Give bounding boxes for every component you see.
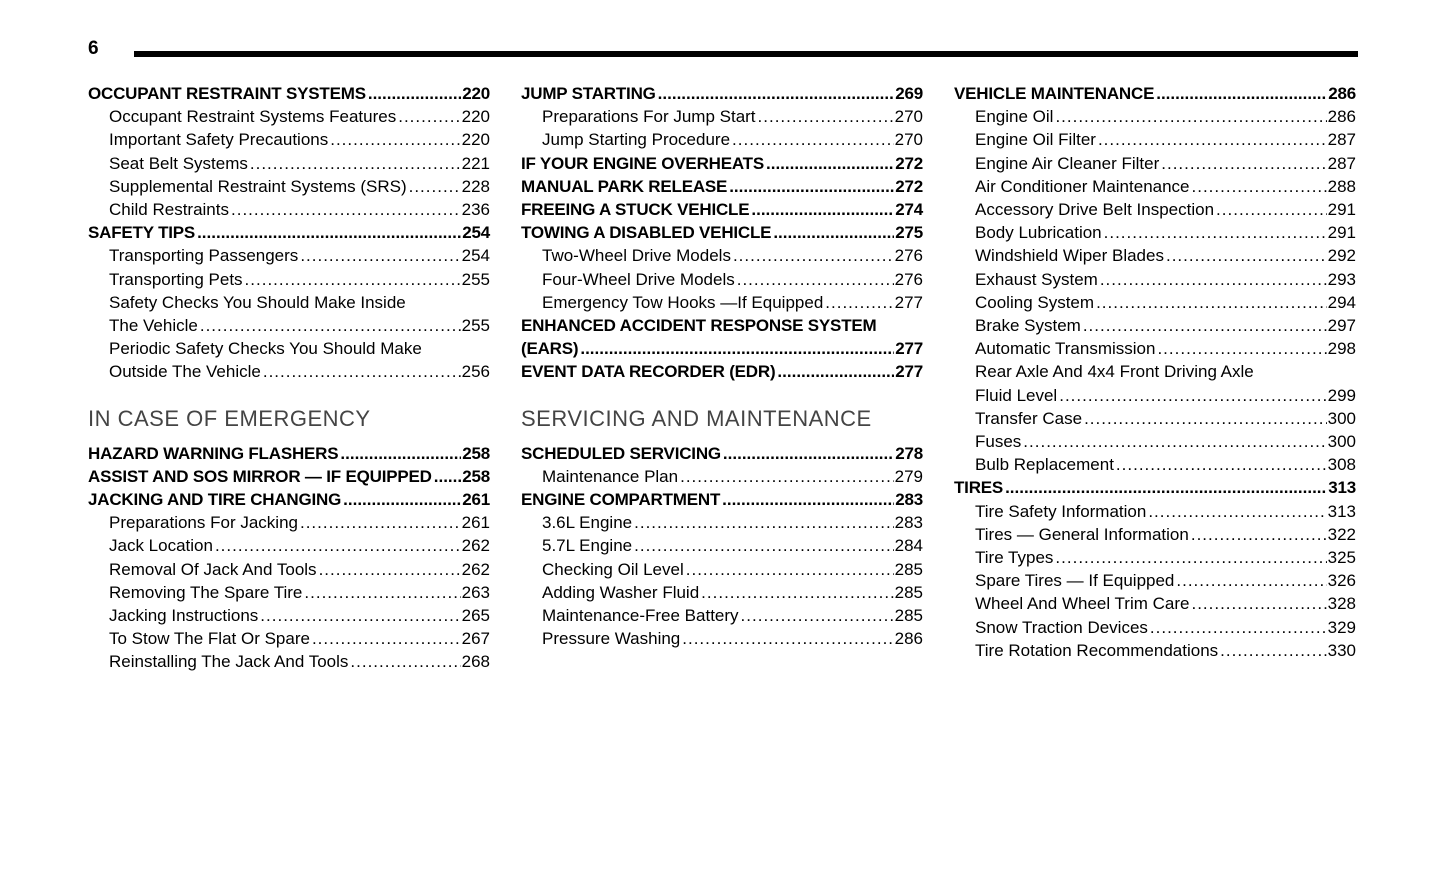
toc-sub-entry[interactable] bbox=[954, 198, 1356, 221]
toc-entry-title: OCCUPANT RESTRAINT SYSTEMS bbox=[88, 84, 366, 103]
dot-leader bbox=[1161, 152, 1326, 175]
dot-leader bbox=[732, 128, 894, 151]
toc-page-number: 284 bbox=[894, 536, 923, 556]
toc-sub-entry[interactable] bbox=[88, 604, 490, 627]
toc-page-number: 228 bbox=[461, 176, 490, 196]
dot-leader bbox=[741, 604, 894, 627]
toc-entry-title: JACKING AND TIRE CHANGING bbox=[88, 490, 342, 510]
toc-sub-entry[interactable] bbox=[954, 592, 1356, 615]
toc-entry-title: Preparations For Jump Start bbox=[542, 107, 756, 127]
dot-leader bbox=[1005, 476, 1327, 499]
dot-leader bbox=[312, 627, 461, 650]
dot-leader bbox=[680, 465, 894, 488]
toc-sub-entry[interactable] bbox=[954, 616, 1356, 639]
toc-entry-title: Jump Starting Procedure bbox=[542, 130, 731, 150]
toc-entry-title: Preparations For Jacking bbox=[109, 513, 298, 533]
toc-entry-title: ASSIST AND SOS MIRROR — IF EQUIPPED bbox=[88, 466, 432, 486]
toc-page-number: 300 bbox=[1327, 408, 1356, 428]
header-rule bbox=[134, 51, 1358, 57]
toc-page-number: 294 bbox=[1327, 292, 1356, 312]
toc-column-3 bbox=[954, 82, 1356, 662]
toc-entry-title: Jacking Instructions bbox=[109, 606, 259, 626]
dot-leader bbox=[1023, 430, 1326, 453]
toc-sub-entry[interactable] bbox=[88, 581, 490, 604]
toc-entry-title: Maintenance-Free Battery bbox=[542, 606, 739, 626]
dot-leader bbox=[330, 128, 460, 151]
dot-leader bbox=[1059, 384, 1326, 407]
dot-leader bbox=[1100, 268, 1327, 291]
toc-entry-title: Wheel And Wheel Trim Care bbox=[975, 594, 1190, 614]
toc-page-number: 268 bbox=[461, 652, 490, 672]
toc-sub-entry[interactable] bbox=[521, 558, 923, 581]
toc-sub-entry[interactable] bbox=[954, 291, 1356, 314]
dot-leader bbox=[398, 105, 460, 128]
toc-sub-entry[interactable] bbox=[954, 569, 1356, 592]
toc-sub-entry[interactable] bbox=[88, 198, 490, 221]
toc-entry-title: Supplemental Restraint Systems (SRS) bbox=[109, 176, 407, 196]
dot-leader bbox=[1096, 291, 1327, 314]
dot-leader bbox=[1166, 244, 1327, 267]
toc-entry-title: ENGINE COMPARTMENT bbox=[521, 490, 721, 510]
toc-entry-title: JUMP STARTING bbox=[521, 84, 656, 103]
toc-entry-title: Pressure Washing bbox=[542, 629, 681, 649]
dot-leader bbox=[1084, 407, 1327, 430]
toc-entry-title: Body Lubrication bbox=[975, 223, 1102, 243]
toc-main-entry[interactable] bbox=[521, 221, 923, 244]
dot-leader bbox=[304, 581, 460, 604]
toc-sub-entry[interactable] bbox=[521, 534, 923, 557]
toc-page-number: 270 bbox=[894, 130, 923, 150]
toc-page-number: 254 bbox=[462, 223, 490, 243]
dot-leader bbox=[1083, 314, 1327, 337]
dot-leader bbox=[1157, 337, 1326, 360]
toc-entry-title: Tire Types bbox=[975, 548, 1054, 568]
dot-leader bbox=[766, 152, 894, 175]
toc-main-entry[interactable] bbox=[954, 82, 1356, 105]
dot-leader bbox=[1055, 546, 1326, 569]
toc-entry-title: Jack Location bbox=[109, 536, 213, 556]
toc-entry-title: MANUAL PARK RELEASE bbox=[521, 176, 728, 196]
toc-page-number: 287 bbox=[1327, 130, 1356, 150]
toc-page-number: 286 bbox=[1327, 107, 1356, 127]
dot-leader bbox=[729, 175, 894, 198]
toc-sub-entry[interactable] bbox=[521, 105, 923, 128]
toc-page-number: 328 bbox=[1327, 594, 1356, 614]
toc-entry-title: VEHICLE MAINTENANCE bbox=[954, 84, 1155, 103]
dot-leader bbox=[263, 360, 461, 383]
toc-page-number: 313 bbox=[1327, 501, 1356, 521]
toc-page-number: 276 bbox=[894, 246, 923, 266]
toc-main-entry[interactable] bbox=[521, 360, 923, 383]
toc-entry-title: Accessory Drive Belt Inspection bbox=[975, 200, 1215, 220]
toc-page-number: 291 bbox=[1327, 200, 1356, 220]
toc-page-number: 258 bbox=[462, 443, 490, 463]
toc-page-number: 220 bbox=[462, 84, 490, 103]
toc-page-number: 262 bbox=[461, 559, 490, 579]
toc-page-number: 221 bbox=[461, 153, 490, 173]
dot-leader bbox=[1191, 523, 1327, 546]
toc-entry-title: Engine Air Cleaner Filter bbox=[975, 153, 1160, 173]
toc-page-number: 278 bbox=[895, 443, 923, 463]
toc-entry-title: 3.6L Engine bbox=[542, 513, 633, 533]
dot-leader bbox=[215, 534, 461, 557]
section-heading: IN CASE OF EMERGENCY bbox=[88, 405, 371, 431]
toc-entry-title: Engine Oil bbox=[975, 107, 1054, 127]
dot-leader bbox=[260, 604, 460, 627]
toc-main-entry[interactable] bbox=[521, 488, 923, 511]
dot-leader bbox=[1156, 82, 1327, 105]
toc-page-number: 276 bbox=[894, 269, 923, 289]
toc-sub-entry[interactable] bbox=[954, 175, 1356, 198]
toc-main-entry[interactable] bbox=[521, 152, 923, 175]
dot-leader bbox=[682, 627, 893, 650]
toc-page-number: 285 bbox=[894, 606, 923, 626]
toc-entry-title: SAFETY TIPS bbox=[88, 223, 196, 243]
toc-page-number: 277 bbox=[895, 362, 923, 382]
dot-leader bbox=[1150, 616, 1327, 639]
toc-entry-title: TIRES bbox=[954, 478, 1004, 498]
toc-sub-entry[interactable] bbox=[954, 105, 1356, 128]
dot-leader bbox=[1220, 639, 1326, 662]
toc-sub-entry[interactable] bbox=[88, 175, 490, 198]
toc-page-number: 261 bbox=[461, 513, 490, 533]
dot-leader bbox=[409, 175, 461, 198]
dot-leader bbox=[434, 465, 461, 488]
toc-page-number: 300 bbox=[1327, 432, 1356, 452]
dot-leader bbox=[722, 488, 894, 511]
toc-page-number: 283 bbox=[894, 513, 923, 533]
toc-entry-title: Four-Wheel Drive Models bbox=[542, 269, 735, 289]
toc-entry-title: Transfer Case bbox=[975, 408, 1083, 428]
toc-page-number: 254 bbox=[461, 246, 490, 266]
toc-sub-entry[interactable] bbox=[88, 244, 490, 267]
toc-page-number: 322 bbox=[1327, 524, 1356, 544]
dot-leader bbox=[368, 82, 461, 105]
toc-sub-entry[interactable] bbox=[954, 384, 1356, 407]
toc-sub-entry[interactable] bbox=[521, 128, 923, 151]
toc-entry-title: Exhaust System bbox=[975, 269, 1098, 289]
dot-leader bbox=[343, 488, 461, 511]
toc-entry-title: Fluid Level bbox=[975, 385, 1058, 405]
toc-entry-title: Tire Safety Information bbox=[975, 501, 1147, 521]
toc-page-number: 261 bbox=[462, 490, 490, 510]
toc-page-number: 279 bbox=[894, 466, 923, 486]
toc-sub-entry[interactable] bbox=[954, 500, 1356, 523]
toc-page-number: 297 bbox=[1327, 316, 1356, 336]
toc-page-number: 258 bbox=[462, 466, 490, 486]
toc-page-number: 299 bbox=[1327, 385, 1356, 405]
toc-page-number: 255 bbox=[461, 316, 490, 336]
toc-page-number: 274 bbox=[895, 200, 923, 220]
dot-leader bbox=[197, 221, 461, 244]
toc-main-entry[interactable] bbox=[521, 442, 923, 465]
dot-leader bbox=[319, 558, 461, 581]
toc-page-number: 291 bbox=[1327, 223, 1356, 243]
toc-sub-entry[interactable] bbox=[954, 221, 1356, 244]
toc-sub-entry[interactable] bbox=[954, 430, 1356, 453]
toc-sub-entry[interactable] bbox=[954, 546, 1356, 569]
toc-entry-title: Outside The Vehicle bbox=[109, 362, 261, 382]
toc-page-number: 286 bbox=[1328, 84, 1356, 103]
dot-leader bbox=[773, 221, 894, 244]
toc-page-number: 293 bbox=[1327, 269, 1356, 289]
toc-sub-entry[interactable] bbox=[88, 105, 490, 128]
toc-sub-entry[interactable] bbox=[521, 604, 923, 627]
dot-leader bbox=[1098, 128, 1327, 151]
dot-leader bbox=[1191, 592, 1326, 615]
toc-sub-entry[interactable] bbox=[88, 152, 490, 175]
toc-entry-title: Brake System bbox=[975, 316, 1081, 336]
toc-page-number: 298 bbox=[1327, 339, 1356, 359]
toc-entry-title: Checking Oil Level bbox=[542, 559, 684, 579]
toc-entry-title-line[interactable]: Rear Axle And 4x4 Front Driving Axle bbox=[975, 362, 1254, 382]
dot-leader bbox=[634, 511, 894, 534]
toc-entry-title: Child Restraints bbox=[109, 200, 229, 220]
toc-entry-title: Fuses bbox=[975, 432, 1022, 452]
toc-entry-title: The Vehicle bbox=[109, 316, 198, 336]
toc-entry-title: Reinstalling The Jack And Tools bbox=[109, 652, 349, 672]
dot-leader bbox=[250, 152, 461, 175]
toc-sub-entry[interactable] bbox=[521, 291, 923, 314]
toc-entry-title: Tires — General Information bbox=[975, 524, 1189, 544]
toc-sub-entry[interactable] bbox=[954, 407, 1356, 430]
toc-sub-entry[interactable] bbox=[954, 128, 1356, 151]
dot-leader bbox=[723, 442, 894, 465]
toc-page-number: 220 bbox=[461, 130, 490, 150]
dot-leader bbox=[777, 360, 894, 383]
toc-sub-entry[interactable] bbox=[521, 511, 923, 534]
toc-sub-entry[interactable] bbox=[88, 314, 490, 337]
toc-main-entry[interactable] bbox=[521, 175, 923, 198]
toc-page-number: 277 bbox=[895, 339, 923, 359]
toc-entry-title: Two-Wheel Drive Models bbox=[542, 246, 731, 266]
toc-sub-entry[interactable] bbox=[88, 360, 490, 383]
toc-page-number: 326 bbox=[1327, 571, 1356, 591]
toc-entry-title: HAZARD WARNING FLASHERS bbox=[88, 443, 339, 463]
toc-page-number: 283 bbox=[895, 490, 923, 510]
toc-page-number: 329 bbox=[1327, 617, 1356, 637]
toc-entry-title: Air Conditioner Maintenance bbox=[975, 176, 1190, 196]
toc-main-entry[interactable] bbox=[88, 465, 490, 488]
dot-leader bbox=[1116, 453, 1327, 476]
toc-sub-entry[interactable] bbox=[88, 650, 490, 673]
toc-entry-title: Maintenance Plan bbox=[542, 466, 679, 486]
toc-sub-entry[interactable] bbox=[88, 128, 490, 151]
toc-entry-title: Removal Of Jack And Tools bbox=[109, 559, 317, 579]
toc-page-number: 256 bbox=[461, 362, 490, 382]
toc-entry-title: Removing The Spare Tire bbox=[109, 582, 303, 602]
toc-entry-title: Tire Rotation Recommendations bbox=[975, 640, 1219, 660]
toc-sub-entry[interactable] bbox=[521, 244, 923, 267]
toc-page-number: 265 bbox=[461, 606, 490, 626]
toc-entry-title: (EARS) bbox=[521, 339, 579, 359]
toc-page-number: 263 bbox=[461, 582, 490, 602]
dot-leader bbox=[350, 650, 460, 673]
page-number: 6 bbox=[88, 38, 99, 59]
dot-leader bbox=[200, 314, 461, 337]
toc-page-number: 286 bbox=[894, 629, 923, 649]
toc-sub-entry[interactable] bbox=[88, 534, 490, 557]
toc-page-number: 255 bbox=[461, 269, 490, 289]
dot-leader bbox=[1148, 500, 1326, 523]
dot-leader bbox=[1192, 175, 1327, 198]
toc-column-1 bbox=[88, 82, 490, 674]
dot-leader bbox=[1216, 198, 1327, 221]
toc-entry-title: IF YOUR ENGINE OVERHEATS bbox=[521, 153, 764, 173]
toc-entry-title: TOWING A DISABLED VEHICLE bbox=[521, 223, 772, 243]
toc-entry-title: Transporting Passengers bbox=[109, 246, 299, 266]
toc-entry-title: Engine Oil Filter bbox=[975, 130, 1096, 150]
toc-page-number: 292 bbox=[1327, 246, 1356, 266]
dot-leader bbox=[737, 268, 894, 291]
dot-leader bbox=[758, 105, 894, 128]
toc-page-number: 330 bbox=[1327, 640, 1356, 660]
toc-sub-entry[interactable] bbox=[954, 337, 1356, 360]
toc-page-number: 275 bbox=[895, 223, 923, 243]
dot-leader bbox=[1055, 105, 1326, 128]
toc-entry-title: Emergency Tow Hooks —If Equipped bbox=[542, 292, 824, 312]
toc-page-number: 267 bbox=[461, 629, 490, 649]
toc-sub-entry[interactable] bbox=[88, 627, 490, 650]
toc-sub-entry[interactable] bbox=[954, 152, 1356, 175]
toc-page-number: 236 bbox=[461, 200, 490, 220]
toc-page-number: 262 bbox=[461, 536, 490, 556]
dot-leader bbox=[634, 534, 894, 557]
dot-leader bbox=[825, 291, 893, 314]
toc-entry-title: Transporting Pets bbox=[109, 269, 243, 289]
toc-sub-entry[interactable] bbox=[954, 268, 1356, 291]
toc-column-2 bbox=[521, 82, 923, 650]
toc-sub-entry[interactable] bbox=[954, 453, 1356, 476]
toc-sub-entry[interactable] bbox=[954, 314, 1356, 337]
toc-page-number: 325 bbox=[1327, 548, 1356, 568]
toc-page-number: 288 bbox=[1327, 176, 1356, 196]
toc-entry-title: EVENT DATA RECORDER (EDR) bbox=[521, 362, 776, 382]
toc-entry-title: Seat Belt Systems bbox=[109, 153, 248, 173]
toc-entry-title: Windshield Wiper Blades bbox=[975, 246, 1164, 266]
toc-page-number: 313 bbox=[1328, 478, 1356, 498]
toc-entry-title: Cooling System bbox=[975, 292, 1095, 312]
toc-entry-title-line[interactable]: Periodic Safety Checks You Should Make bbox=[109, 339, 422, 359]
toc-entry-title: SCHEDULED SERVICING bbox=[521, 443, 721, 463]
dot-leader bbox=[300, 244, 460, 267]
toc-page-number: 308 bbox=[1327, 455, 1356, 475]
toc-main-entry[interactable] bbox=[88, 82, 490, 105]
dot-leader bbox=[245, 268, 461, 291]
dot-leader bbox=[1176, 569, 1326, 592]
dot-leader bbox=[751, 198, 894, 221]
dot-leader bbox=[686, 558, 894, 581]
dot-leader bbox=[300, 511, 461, 534]
toc-entry-title: Adding Washer Fluid bbox=[542, 582, 700, 602]
toc-page-number: 287 bbox=[1327, 153, 1356, 173]
dot-leader bbox=[340, 442, 461, 465]
toc-sub-entry[interactable] bbox=[88, 511, 490, 534]
toc-main-entry[interactable] bbox=[88, 442, 490, 465]
toc-entry-title: Bulb Replacement bbox=[975, 455, 1114, 475]
toc-sub-entry[interactable] bbox=[521, 268, 923, 291]
toc-sub-entry[interactable] bbox=[521, 581, 923, 604]
toc-main-entry[interactable] bbox=[88, 221, 490, 244]
toc-page-number: 285 bbox=[894, 559, 923, 579]
toc-entry-title: Occupant Restraint Systems Features bbox=[109, 107, 397, 127]
toc-main-entry[interactable] bbox=[954, 476, 1356, 499]
toc-page-number: 272 bbox=[895, 153, 923, 173]
toc-entry-title: Spare Tires — If Equipped bbox=[975, 571, 1175, 591]
toc-sub-entry[interactable] bbox=[521, 627, 923, 650]
toc-sub-entry[interactable] bbox=[521, 465, 923, 488]
toc-sub-entry[interactable] bbox=[954, 523, 1356, 546]
toc-entry-title-line[interactable]: ENHANCED ACCIDENT RESPONSE SYSTEM bbox=[521, 316, 877, 336]
toc-entry-title: Automatic Transmission bbox=[975, 339, 1156, 359]
section-heading: SERVICING AND MAINTENANCE bbox=[521, 405, 872, 431]
dot-leader bbox=[231, 198, 461, 221]
toc-sub-entry[interactable] bbox=[88, 268, 490, 291]
toc-entry-title: 5.7L Engine bbox=[542, 536, 633, 556]
dot-leader bbox=[1104, 221, 1327, 244]
toc-page-number: 277 bbox=[894, 292, 923, 312]
dot-leader bbox=[733, 244, 894, 267]
toc-main-entry[interactable] bbox=[521, 337, 923, 360]
toc-entry-title: Snow Traction Devices bbox=[975, 617, 1148, 637]
dot-leader bbox=[658, 82, 895, 105]
toc-sub-entry[interactable] bbox=[954, 244, 1356, 267]
toc-page-number: 269 bbox=[895, 84, 923, 103]
toc-page-number: 270 bbox=[894, 107, 923, 127]
toc-entry-title: Important Safety Precautions bbox=[109, 130, 329, 150]
toc-page-number: 285 bbox=[894, 582, 923, 602]
toc-entry-title: To Stow The Flat Or Spare bbox=[109, 629, 310, 649]
dot-leader bbox=[580, 337, 894, 360]
toc-main-entry[interactable] bbox=[521, 82, 923, 105]
toc-main-entry[interactable] bbox=[521, 198, 923, 221]
toc-entry-title: FREEING A STUCK VEHICLE bbox=[521, 200, 750, 220]
toc-page-number: 220 bbox=[461, 107, 490, 127]
toc-sub-entry[interactable] bbox=[88, 558, 490, 581]
toc-main-entry[interactable] bbox=[88, 488, 490, 511]
toc-sub-entry[interactable] bbox=[954, 639, 1356, 662]
dot-leader bbox=[701, 581, 893, 604]
toc-page-number: 272 bbox=[895, 176, 923, 196]
toc-entry-title-line[interactable]: Safety Checks You Should Make Inside bbox=[109, 292, 406, 312]
